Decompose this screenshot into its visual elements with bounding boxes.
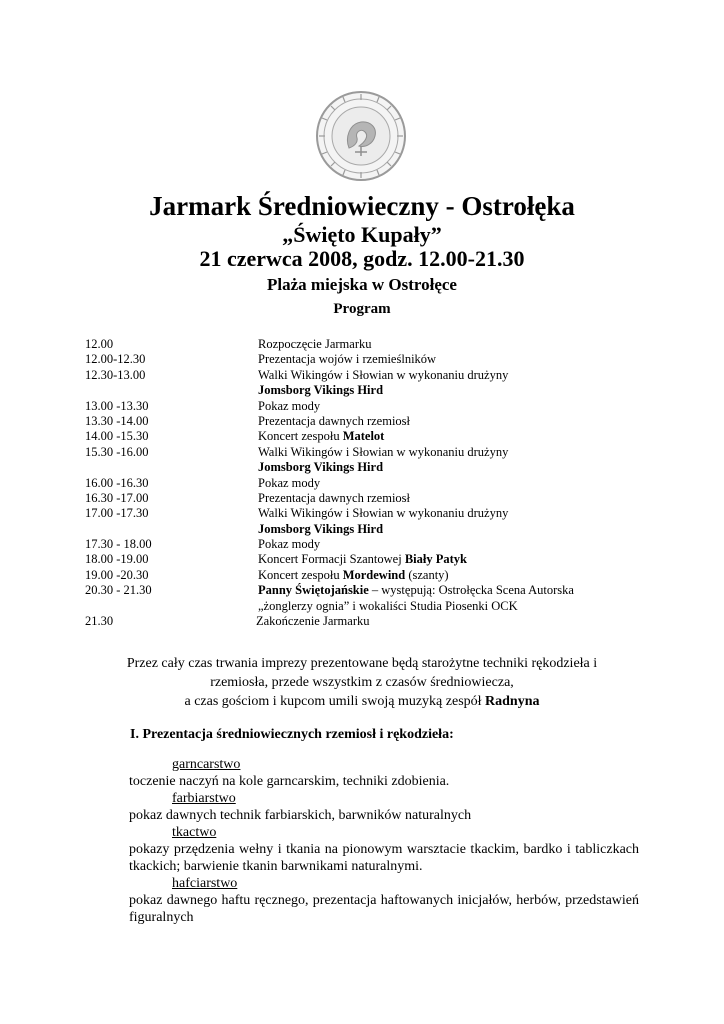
performer-name: Biały Patyk: [404, 552, 468, 567]
schedule-activity: [258, 522, 383, 537]
schedule-row: [85, 522, 645, 537]
craft-name: garncarstwo: [172, 757, 241, 772]
schedule-time: 12.00: [85, 337, 114, 351]
craft-name: hafciarstwo: [172, 876, 238, 891]
schedule-time: 14.00 -15.30: [85, 429, 149, 444]
town-seal-emblem: [315, 90, 407, 182]
activity-text: Zakończenie Jarmarku: [256, 614, 370, 629]
performer-name: Jomsborg Vikings Hird: [258, 460, 384, 475]
schedule-row: [85, 368, 645, 383]
schedule-row: [85, 599, 645, 614]
intro-line: rzemiosła, przede wszystkim z czasów średniowiecza,: [210, 675, 514, 690]
schedule-time: 18.00 -19.00: [85, 552, 149, 567]
performer-name: Jomsborg Vikings Hird: [258, 521, 384, 536]
schedule-activity: [258, 583, 574, 598]
intro-line: a czas gościom i kupcom umili swoją muzyką zespół Radnyna: [184, 694, 540, 709]
craft-description: pokaz dawnego haftu ręcznego, prezentacja haftowanych inicjałów, herbów, przedstawień figuralnych: [129, 893, 639, 925]
schedule-row: [85, 337, 645, 352]
schedule-row: [85, 583, 645, 598]
activity-text: Pokaz mody: [258, 475, 321, 490]
performer-name: Mordewind: [342, 567, 406, 582]
schedule-time: 20.30 - 21.30: [85, 583, 152, 598]
activity-text: Pokaz mody: [258, 398, 321, 413]
activity-text: Koncert zespołu: [258, 429, 343, 444]
program-heading: Program: [333, 301, 391, 317]
schedule-time: 12.30-13.00: [85, 367, 146, 382]
schedule-time: 19.00 -20.30: [85, 567, 149, 582]
schedule-activity: [258, 537, 320, 552]
activity-text: Rozpoczęcie Jarmarku: [258, 337, 372, 351]
schedule-row: [85, 506, 645, 521]
craft-name: tkactwo: [172, 825, 217, 840]
schedule-row: [85, 352, 645, 367]
event-place: Plaża miejska w Ostrołęce: [267, 275, 457, 294]
schedule-row: [85, 445, 645, 460]
activity-text: – występują: Ostrołęcka Scena Autorska: [368, 583, 574, 598]
schedule-activity: [258, 352, 436, 367]
schedule-row: [85, 476, 645, 491]
band-name: Radnyna: [485, 694, 540, 709]
schedule-row: [85, 414, 645, 429]
schedule-row: [85, 491, 645, 506]
schedule-row: [85, 383, 645, 398]
schedule-row: [85, 429, 645, 444]
activity-text: Prezentacja wojów i rzemieślników: [258, 352, 437, 367]
schedule-activity: [258, 414, 410, 429]
intro-paragraph: [80, 654, 644, 711]
schedule-activity: [258, 491, 410, 506]
craft-description: pokaz dawnych technik farbiarskich, barwników naturalnych: [129, 808, 472, 823]
activity-text: Pokaz mody: [258, 537, 321, 552]
activity-text: (szanty): [405, 567, 449, 582]
schedule-activity: [256, 614, 369, 629]
schedule-activity: [258, 445, 508, 460]
schedule-time: 13.30 -14.00: [85, 413, 149, 428]
schedule-time: 16.30 -17.00: [85, 490, 149, 505]
schedule-activity: [258, 337, 371, 352]
schedule-activity: [258, 429, 384, 444]
schedule-row: [85, 568, 645, 583]
schedule-activity: [258, 460, 383, 475]
schedule-row: [85, 399, 645, 414]
schedule-activity: [258, 568, 449, 583]
section-heading: I. Prezentacja średniowiecznych rzemiosł i rękodzieła:: [130, 727, 454, 742]
intro-line: Przez cały czas trwania imprezy prezentowane będą starożytne techniki rękodzieła i: [126, 656, 598, 671]
performer-name: Matelot: [342, 429, 385, 444]
activity-text: Walki Wikingów i Słowian w wykonaniu drużyny: [258, 367, 509, 382]
schedule-activity: [258, 506, 508, 521]
schedule-row: [85, 552, 645, 567]
activity-text: Walki Wikingów i Słowian w wykonaniu drużyny: [258, 444, 509, 459]
schedule-time: 12.00-12.30: [85, 352, 146, 367]
activity-text: Prezentacja dawnych rzemiosł: [258, 490, 411, 505]
schedule-activity: [258, 399, 320, 414]
schedule-activity: [258, 383, 383, 398]
document-title: Jarmark Średniowieczny - Ostrołęka: [149, 191, 575, 221]
craft-description: toczenie naczyń na kole garncarskim, techniki zdobienia.: [129, 774, 450, 789]
crafts-list: [129, 756, 639, 926]
activity-text: „żonglerzy ognia” i wokaliści Studia Piosenki OCK: [258, 598, 518, 613]
schedule-time: 16.00 -16.30: [85, 475, 149, 490]
activity-text: Koncert zespołu: [258, 567, 343, 582]
schedule-row: [85, 614, 645, 629]
schedule-list: [85, 337, 645, 629]
event-subtitle: „Święto Kupały”: [282, 222, 442, 247]
schedule-time: 15.30 -16.00: [85, 444, 149, 459]
schedule-row: [85, 537, 645, 552]
schedule-activity: [258, 368, 508, 383]
schedule-activity: [258, 599, 518, 614]
activity-text: Koncert Formacji Szantowej: [258, 552, 405, 567]
schedule-time: 13.00 -13.30: [85, 398, 149, 413]
schedule-time: 21.30: [85, 614, 114, 629]
event-date: 21 czerwca 2008, godz. 12.00-21.30: [199, 246, 525, 271]
schedule-activity: [258, 552, 467, 567]
performer-name: Panny Świętojańskie: [258, 583, 369, 598]
schedule-time: 17.30 - 18.00: [85, 537, 152, 552]
craft-name: farbiarstwo: [172, 791, 236, 806]
activity-text: Prezentacja dawnych rzemiosł: [258, 413, 411, 428]
craft-description: pokazy przędzenia wełny i tkania na pionowym warsztacie tkackim, bardko i tabliczkach tkackich; barwienie tkanin barwnikami naturalnymi.: [129, 842, 639, 874]
performer-name: Jomsborg Vikings Hird: [258, 383, 384, 398]
schedule-activity: [258, 476, 320, 491]
activity-text: Walki Wikingów i Słowian w wykonaniu drużyny: [258, 506, 509, 521]
schedule-time: 17.00 -17.30: [85, 506, 149, 521]
schedule-row: [85, 460, 645, 475]
